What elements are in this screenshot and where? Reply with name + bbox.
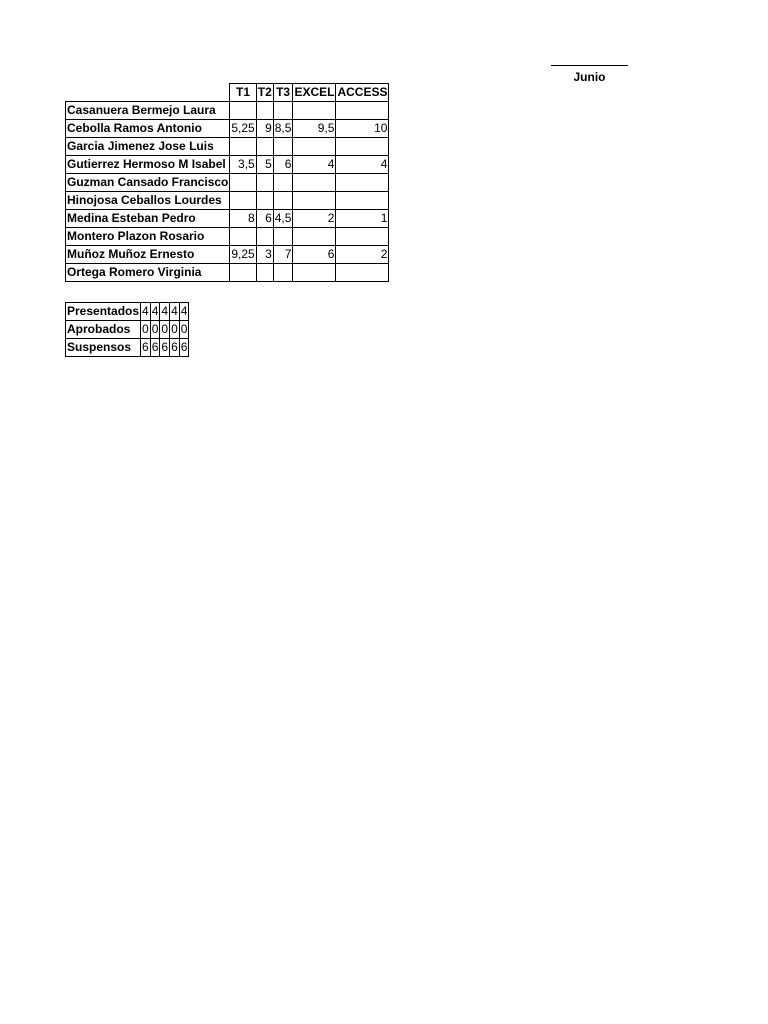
score-cell-t2[interactable]: 9	[256, 120, 273, 138]
score-cell-access[interactable]	[336, 228, 389, 246]
header-row	[66, 84, 389, 102]
score-cell-t3[interactable]: 8,5	[273, 120, 293, 138]
score-cell-t2[interactable]: 5	[256, 156, 273, 174]
summary-value-access[interactable]: 0	[179, 321, 189, 339]
score-cell-t1[interactable]: 9,25	[230, 246, 256, 264]
score-cell-t2[interactable]	[256, 174, 273, 192]
score-cell-excel[interactable]	[293, 102, 336, 120]
score-cell-t3[interactable]	[273, 174, 293, 192]
student-name-cell[interactable]: Garcia Jimenez Jose Luis	[66, 138, 230, 156]
student-name-cell[interactable]: Guzman Cansado Francisco	[66, 174, 230, 192]
table-row	[66, 102, 389, 120]
summary-label-cell[interactable]: Suspensos	[66, 339, 141, 357]
summary-value-t1[interactable]: 4	[141, 303, 151, 321]
student-name-cell[interactable]: Montero Plazon Rosario	[66, 228, 230, 246]
summary-label-cell[interactable]: Aprobados	[66, 321, 141, 339]
score-cell-access[interactable]	[336, 192, 389, 210]
score-cell-t1[interactable]: 3,5	[230, 156, 256, 174]
summary-value-excel[interactable]: 0	[170, 321, 180, 339]
score-cell-access[interactable]	[336, 264, 389, 282]
table-row	[66, 246, 389, 264]
score-cell-t1[interactable]	[230, 228, 256, 246]
score-cell-excel[interactable]	[293, 174, 336, 192]
summary-value-t2[interactable]: 0	[150, 321, 160, 339]
summary-value-excel[interactable]: 6	[170, 339, 180, 357]
score-cell-t1[interactable]	[230, 264, 256, 282]
score-cell-t2[interactable]	[256, 228, 273, 246]
score-cell-t1[interactable]	[230, 138, 256, 156]
summary-table	[65, 302, 189, 357]
summary-value-t2[interactable]: 4	[150, 303, 160, 321]
score-cell-t3[interactable]: 7	[273, 246, 293, 264]
score-cell-t3[interactable]: 4,5	[273, 210, 293, 228]
student-name-cell[interactable]: Gutierrez Hermoso M Isabel	[66, 156, 230, 174]
group-header-junio: Junio	[551, 65, 628, 86]
student-name-cell[interactable]: Medina Esteban Pedro	[66, 210, 230, 228]
student-name-cell[interactable]: Muñoz Muñoz Ernesto	[66, 246, 230, 264]
score-cell-t2[interactable]	[256, 192, 273, 210]
score-cell-t1[interactable]: 5,25	[230, 120, 256, 138]
table-row	[66, 192, 389, 210]
score-cell-t3[interactable]	[273, 138, 293, 156]
score-cell-t2[interactable]: 3	[256, 246, 273, 264]
score-cell-t2[interactable]	[256, 264, 273, 282]
table-row	[66, 228, 389, 246]
table-row	[66, 210, 389, 228]
summary-value-access[interactable]: 4	[179, 303, 189, 321]
summary-value-excel[interactable]: 4	[170, 303, 180, 321]
student-name-cell[interactable]: Cebolla Ramos Antonio	[66, 120, 230, 138]
summary-row-aprobados	[66, 321, 189, 339]
table-row	[66, 174, 389, 192]
score-cell-access[interactable]	[336, 138, 389, 156]
score-cell-excel[interactable]	[293, 264, 336, 282]
score-cell-access[interactable]: 10	[336, 120, 389, 138]
score-cell-access[interactable]: 2	[336, 246, 389, 264]
score-cell-excel[interactable]	[293, 228, 336, 246]
table-row	[66, 138, 389, 156]
score-cell-t3[interactable]	[273, 228, 293, 246]
column-header-t2[interactable]: T2	[256, 84, 273, 102]
score-cell-t1[interactable]	[230, 102, 256, 120]
score-cell-t3[interactable]	[273, 192, 293, 210]
score-cell-t2[interactable]: 6	[256, 210, 273, 228]
summary-value-t2[interactable]: 6	[150, 339, 160, 357]
summary-value-t3[interactable]: 6	[160, 339, 170, 357]
score-cell-t1[interactable]: 8	[230, 210, 256, 228]
score-cell-access[interactable]	[336, 174, 389, 192]
summary-value-t1[interactable]: 6	[141, 339, 151, 357]
header-corner-cell	[66, 84, 230, 102]
score-cell-t1[interactable]	[230, 192, 256, 210]
score-cell-excel[interactable]: 9,5	[293, 120, 336, 138]
summary-value-t3[interactable]: 0	[160, 321, 170, 339]
table-row	[66, 156, 389, 174]
score-cell-t2[interactable]	[256, 138, 273, 156]
summary-label-cell[interactable]: Presentados	[66, 303, 141, 321]
summary-value-t3[interactable]: 4	[160, 303, 170, 321]
score-cell-excel[interactable]	[293, 192, 336, 210]
score-cell-t2[interactable]	[256, 102, 273, 120]
column-header-t3[interactable]: T3	[273, 84, 293, 102]
column-header-t1[interactable]: T1	[230, 84, 256, 102]
student-name-cell[interactable]: Ortega Romero Virginia	[66, 264, 230, 282]
column-header-access[interactable]: ACCESS	[336, 84, 389, 102]
summary-value-t1[interactable]: 0	[141, 321, 151, 339]
grades-table	[65, 83, 389, 282]
student-name-cell[interactable]: Casanuera Bermejo Laura	[66, 102, 230, 120]
column-header-excel[interactable]: EXCEL	[293, 84, 336, 102]
score-cell-t3[interactable]: 6	[273, 156, 293, 174]
score-cell-excel[interactable]	[293, 138, 336, 156]
score-cell-t3[interactable]	[273, 102, 293, 120]
score-cell-t3[interactable]	[273, 264, 293, 282]
summary-row-suspensos	[66, 339, 189, 357]
summary-row-presentados	[66, 303, 189, 321]
score-cell-t1[interactable]	[230, 174, 256, 192]
score-cell-access[interactable]: 4	[336, 156, 389, 174]
summary-value-access[interactable]: 6	[179, 339, 189, 357]
student-name-cell[interactable]: Hinojosa Ceballos Lourdes	[66, 192, 230, 210]
score-cell-excel[interactable]: 6	[293, 246, 336, 264]
score-cell-access[interactable]	[336, 102, 389, 120]
score-cell-excel[interactable]: 4	[293, 156, 336, 174]
table-row	[66, 120, 389, 138]
table-row	[66, 264, 389, 282]
score-cell-excel[interactable]: 2	[293, 210, 336, 228]
score-cell-access[interactable]: 1	[336, 210, 389, 228]
